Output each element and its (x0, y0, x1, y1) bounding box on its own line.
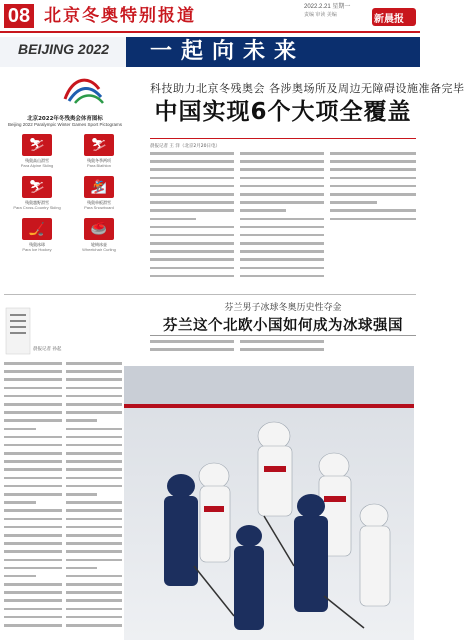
text-line (330, 218, 416, 221)
text-column (66, 362, 122, 636)
text-line (4, 411, 62, 414)
text-line (66, 542, 122, 545)
text-line (66, 624, 122, 627)
text-line (240, 177, 324, 180)
text-line (240, 168, 324, 171)
pictogram-caption: 北京2022年冬残奥会体育图标 (27, 116, 103, 122)
text-line (4, 387, 62, 390)
text-line (66, 403, 122, 406)
pictogram-caption-en: Beijing 2022 Paralympic Winter Games Sport Pictograms (7, 122, 123, 127)
text-column (150, 340, 234, 358)
text-line (66, 428, 122, 431)
snowboard-icon: 🏂 (84, 176, 114, 198)
article-separator (4, 294, 416, 295)
text-line (66, 591, 122, 594)
pictogram-label: 残奥冰球 (29, 242, 45, 247)
pictogram-label: 残奥冬季两项 (87, 158, 111, 163)
date-line: 2022.2.21 星期一 (304, 4, 351, 10)
text-line (66, 485, 122, 488)
text-line (240, 226, 324, 229)
text-column (240, 152, 324, 290)
pictogram-label-en: Para Ice Hockey (22, 247, 52, 252)
text-line (4, 378, 62, 381)
article2-headline: 芬兰这个北欧小国如何成为冰球强国 (163, 318, 403, 334)
article1-byline: 晨报记者 王 洋（北京2月20日电） (150, 144, 220, 149)
article1-headline: 中国实现6个大项全覆盖 (154, 99, 412, 125)
text-column (330, 152, 416, 232)
text-line (66, 436, 122, 439)
text-line (4, 575, 36, 578)
header-rule (0, 31, 420, 33)
text-line (330, 193, 416, 196)
text-line (66, 608, 122, 611)
text-line (4, 583, 62, 586)
text-line (66, 567, 97, 570)
newspaper-logo (372, 4, 416, 30)
text-line (150, 177, 234, 180)
alpine-skiing-icon: ⛷ (22, 134, 52, 156)
biathlon-icon: ⛷ (84, 134, 114, 156)
text-line (66, 444, 122, 447)
text-line (240, 340, 324, 343)
logo-text: 新晨报 (374, 14, 404, 25)
text-line (4, 616, 62, 619)
text-line (240, 160, 324, 163)
text-line (150, 267, 234, 270)
text-line (66, 362, 122, 365)
text-line (4, 591, 62, 594)
text-line (330, 185, 416, 188)
text-line (150, 348, 234, 351)
text-line (4, 444, 62, 447)
text-line (4, 477, 62, 480)
editor-line: 责编 审读 美编 (304, 12, 337, 18)
text-line (4, 395, 62, 398)
text-line (240, 234, 324, 237)
text-column (150, 152, 234, 290)
pictogram-label: 残奥越野滑雪 (25, 200, 49, 205)
text-line (330, 201, 377, 204)
text-line (330, 209, 416, 212)
text-line (240, 348, 324, 351)
text-line (66, 575, 122, 578)
text-column (4, 362, 62, 636)
text-line (240, 250, 324, 253)
event-logo-text: BEIJING 2022 (18, 41, 110, 57)
pictogram-label-en: Para Cross-Country Skiing (13, 205, 61, 210)
text-line (4, 468, 62, 471)
text-line (66, 559, 122, 562)
text-line (150, 250, 234, 253)
pictogram-label-en: Para Alpine Skiing (20, 163, 54, 168)
text-line (150, 234, 234, 237)
text-line (4, 436, 62, 439)
article2-rule (150, 335, 416, 336)
text-line (66, 378, 122, 381)
article1-rule (150, 138, 416, 139)
text-line (240, 258, 324, 261)
text-line (150, 242, 234, 245)
text-line (66, 616, 122, 619)
text-line (150, 201, 234, 204)
text-line (66, 370, 122, 373)
text-line (66, 509, 122, 512)
text-line (330, 177, 416, 180)
hockey-photo (124, 366, 414, 640)
text-line (240, 218, 324, 221)
text-line (4, 542, 62, 545)
text-line (66, 518, 122, 521)
text-line (4, 403, 62, 406)
text-line (66, 550, 122, 553)
text-line (4, 419, 62, 422)
text-line (4, 534, 62, 537)
text-line (150, 185, 234, 188)
text-line (66, 419, 97, 422)
article1-kicker: 科技助力北京冬残奥会 各涉奥场所及周边无障碍设施准备完毕 (150, 82, 465, 95)
text-line (4, 624, 62, 627)
text-line (150, 209, 234, 212)
text-line (240, 267, 324, 270)
article2-kicker: 芬兰男子冰球冬奥历史性夺金 (224, 303, 342, 313)
text-line (240, 209, 286, 212)
text-line (150, 275, 234, 278)
text-line (66, 411, 122, 414)
curling-icon: 🥌 (84, 218, 114, 240)
text-column (240, 340, 324, 358)
page-number: 08 (4, 4, 34, 28)
text-line (150, 340, 234, 343)
text-line (240, 152, 324, 155)
article2-reporter: 晨报记者 孙起 (33, 347, 62, 352)
text-line (4, 460, 62, 463)
text-line (66, 395, 122, 398)
text-line (150, 193, 234, 196)
text-line (4, 452, 62, 455)
paralympic-emblem-icon (55, 71, 111, 107)
text-line (240, 193, 324, 196)
text-line (66, 460, 122, 463)
text-line (66, 534, 122, 537)
text-line (150, 218, 196, 221)
text-line (4, 550, 62, 553)
text-line (150, 168, 234, 171)
text-line (4, 559, 62, 562)
text-line (150, 160, 234, 163)
text-line (330, 152, 416, 155)
article2-dropcap (4, 306, 32, 356)
text-line (330, 168, 416, 171)
text-line (66, 468, 122, 471)
section-title: 北京冬奥特别报道 (44, 6, 196, 26)
text-line (240, 185, 324, 188)
text-line (66, 599, 122, 602)
text-line (4, 493, 62, 496)
pictogram-label-en: Para Snowboard (84, 205, 114, 210)
pictogram-label-en: Wheelchair Curling (82, 247, 116, 252)
text-line (4, 526, 62, 529)
text-line (240, 242, 324, 245)
text-line (240, 275, 324, 278)
text-line (330, 160, 416, 163)
pictogram-label: 轮椅冰壶 (91, 242, 107, 247)
text-line (4, 428, 36, 431)
text-line (4, 370, 62, 373)
text-line (150, 226, 234, 229)
slogan: 一起向未来 (150, 39, 306, 64)
text-line (66, 452, 122, 455)
text-line (150, 258, 234, 261)
text-line (4, 509, 62, 512)
text-line (4, 599, 62, 602)
text-line (4, 485, 62, 488)
text-line (4, 567, 62, 570)
pictogram-label: 残奥高山滑雪 (25, 158, 49, 163)
text-line (4, 501, 36, 504)
pictogram-label: 残奥单板滑雪 (87, 200, 111, 205)
text-line (66, 501, 122, 504)
text-line (4, 518, 62, 521)
text-line (66, 493, 97, 496)
text-line (66, 526, 122, 529)
pictogram-label-en: Para Biathlon (86, 163, 111, 168)
cross-country-icon: ⛷ (22, 176, 52, 198)
text-line (240, 201, 324, 204)
text-line (66, 583, 122, 586)
text-line (66, 477, 122, 480)
text-line (4, 362, 62, 365)
para-hockey-icon: 🏒 (22, 218, 52, 240)
text-line (66, 387, 122, 390)
text-line (4, 608, 62, 611)
text-line (150, 152, 234, 155)
